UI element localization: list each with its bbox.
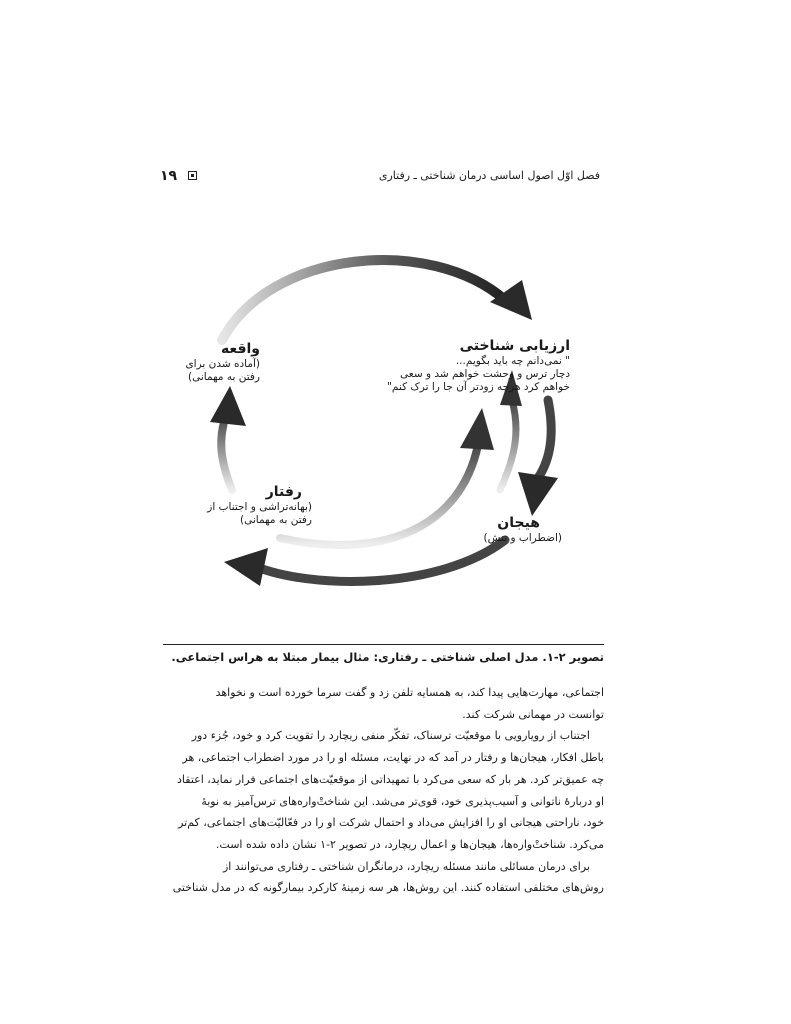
cbt-cycle-diagram xyxy=(160,240,600,590)
paragraph-line: باطل افکار، هیجان‌ها و رفتار در آمد که در نهایت، مسئله او را در مورد اضطراب اجتماعی، هر xyxy=(182,751,604,765)
arrowhead-behavior-icon xyxy=(224,548,268,586)
paragraph-line: او دربارهٔ ناتوانی و آسیب‌پذیری خود، قوی‌تر می‌شد. این شناختْ‌واره‌های ترس‌آمیز به نوبهٔ xyxy=(201,794,604,808)
node-appraisal-line: خواهم کرد هرچه زودتر آن جا را ترک کنم" xyxy=(387,381,570,393)
node-event xyxy=(185,341,260,384)
paragraph-line: توانست در مهمانی شرکت کند. xyxy=(462,707,604,721)
running-title: فصل اوّل اصول اساسی درمان شناختی ـ رفتاری xyxy=(378,169,600,182)
arrowhead-emotion-icon xyxy=(518,472,558,516)
arrow-behavior-to-event xyxy=(221,415,232,490)
node-appraisal-line: دچار ترس و وحشت خواهم شد و سعی xyxy=(400,368,570,380)
page-number: ۱۹ xyxy=(160,168,178,184)
node-behavior xyxy=(207,484,312,527)
node-event-title: واقعه xyxy=(220,341,260,357)
body-text xyxy=(163,682,604,899)
paragraph-line: روش‌های مختلفی استفاده کنند. این روش‌ها، هر سه زمینهٔ کارکرد بیمارگونه که در مدل شناختی xyxy=(172,881,604,895)
node-appraisal-line: " نمی‌دانم چه باید بگویم... xyxy=(455,355,570,367)
node-event-line: رفتن به مهمانی) xyxy=(188,371,260,383)
arrow-event-to-appraisal xyxy=(222,260,505,340)
arrow-appraisal-to-emotion xyxy=(538,400,551,478)
caption-rule xyxy=(163,644,604,645)
arrow-emotion-to-appraisal xyxy=(500,400,516,490)
node-emotion-line: (اضطراب و تنش) xyxy=(483,532,562,544)
paragraph-line: اجتماعی، مهارت‌هایی پیدا کند، به همسایه تلفن زد و گفت سرما خورده است و نخواهد xyxy=(215,686,604,699)
paragraph-line: اجتناب از رویارویی با موقعیّت ترسناک، تفکّر منفی ریچارد را تقویت کرد و خود، جُزء دور xyxy=(191,729,590,743)
paragraph-line: خود، ناراحتی هیجانی او را افزایش می‌داد و احتمال شرکت او را در فعّالیّت‌های اجتماعی، کم‌تر xyxy=(178,816,604,830)
arrow-emotion-to-behavior xyxy=(252,540,505,581)
node-behavior-title: رفتار xyxy=(265,484,302,500)
node-appraisal xyxy=(387,338,570,394)
node-emotion xyxy=(484,515,562,545)
header-separator-icon xyxy=(188,171,197,180)
paragraph-line: چه عمیق‌تر کرد. هر بار که سعی می‌کرد با تمهیداتی از موقعیّت‌های اجتماعی فرار نماید، اعتقاد xyxy=(177,772,604,786)
node-behavior-line: رفتن به مهمانی) xyxy=(240,514,312,526)
arrowhead-appraisal-icon xyxy=(490,280,532,320)
figure-caption: تصویر ۲-۱. مدل اصلی شناختی ـ رفتاری: مثال بیمار مبتلا به هراس اجتماعی. xyxy=(171,650,604,664)
node-appraisal-title: ارزیابی شناختی xyxy=(459,338,570,354)
paragraph-line: می‌کرد. شناختْ‌واره‌ها، هیجان‌ها و اعمال ریچارد، در تصویر ۲-۱ نشان داده شده است. xyxy=(215,837,604,851)
running-header xyxy=(160,166,600,186)
node-event-line: (آماده شدن برای xyxy=(185,358,260,370)
node-emotion-title: هیجان xyxy=(497,515,540,531)
paragraph-line: برای درمان مسائلی مانند مسئله ریچارد، درمانگران شناختی ـ رفتاری می‌توانند از xyxy=(222,859,590,873)
arrowhead-inner-1-icon xyxy=(460,408,494,450)
arrowhead-event-icon xyxy=(210,386,246,426)
node-behavior-line: (بهانه‌تراشی و اجتناب از xyxy=(207,501,312,513)
